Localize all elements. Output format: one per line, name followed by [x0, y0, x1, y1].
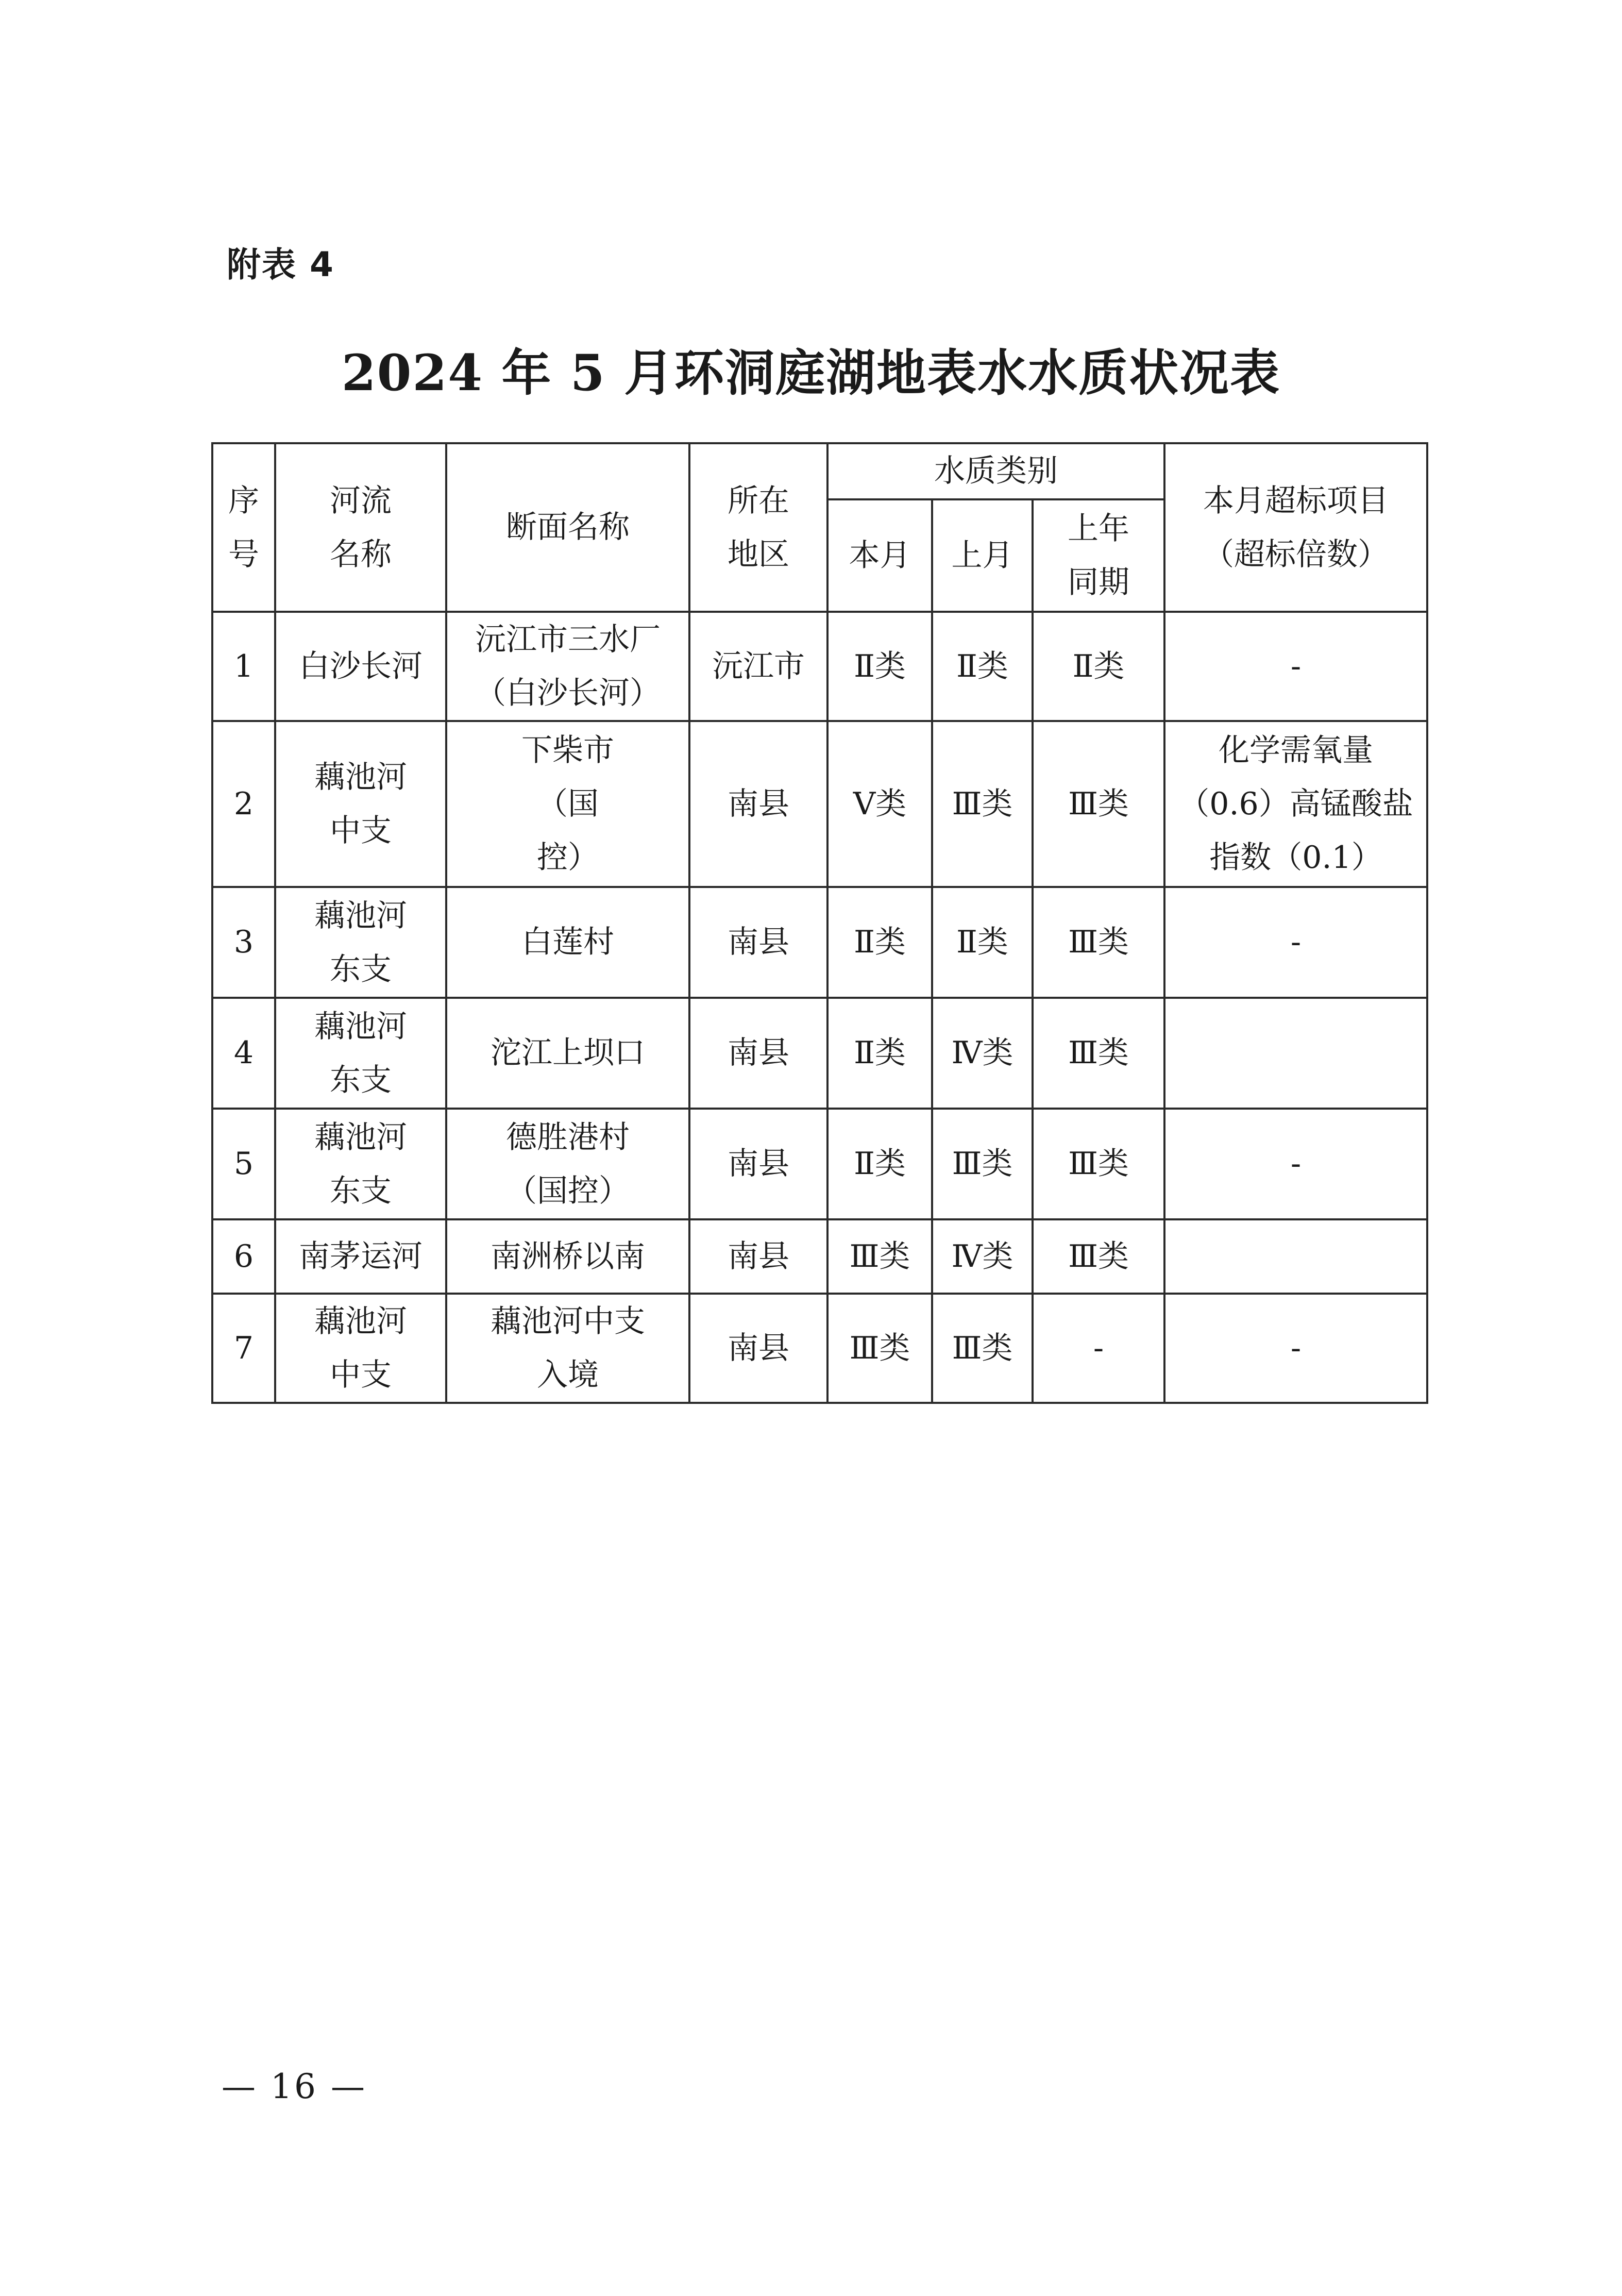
table-row — [212, 612, 1427, 721]
cell-last-year: Ⅲ类 — [1033, 1219, 1164, 1294]
cell-last-year: Ⅲ类 — [1033, 887, 1164, 998]
cell-seq: 5 — [212, 1109, 275, 1219]
cell-this-month: Ⅱ类 — [827, 998, 932, 1109]
cell-river: 藕池河中支 — [275, 1294, 446, 1403]
cell-seq: 3 — [212, 887, 275, 998]
cell-exceed — [1164, 1219, 1427, 1294]
header-exceed: 本月超标项目（超标倍数） — [1164, 443, 1427, 612]
cell-section: 沱江上坝口 — [446, 998, 689, 1109]
cell-river: 藕池河东支 — [275, 1109, 446, 1219]
header-river: 河流名称 — [275, 443, 446, 612]
cell-exceed: - — [1164, 1109, 1427, 1219]
cell-river: 藕池河中支 — [275, 721, 446, 887]
cell-section: 德胜港村（国控） — [446, 1109, 689, 1219]
cell-section: 南洲桥以南 — [446, 1219, 689, 1294]
water-quality-table — [211, 442, 1428, 1404]
cell-seq: 7 — [212, 1294, 275, 1403]
cell-region: 南县 — [689, 721, 827, 887]
cell-region: 南县 — [689, 1294, 827, 1403]
cell-this-month: Ⅲ类 — [827, 1219, 932, 1294]
cell-last-year: Ⅲ类 — [1033, 721, 1164, 887]
cell-last-month: Ⅳ类 — [932, 998, 1033, 1109]
cell-exceed — [1164, 998, 1427, 1109]
cell-exceed: - — [1164, 612, 1427, 721]
cell-river: 南茅运河 — [275, 1219, 446, 1294]
cell-last-year: - — [1033, 1294, 1164, 1403]
cell-seq: 1 — [212, 612, 275, 721]
cell-seq: 6 — [212, 1219, 275, 1294]
table-row — [212, 1294, 1427, 1403]
header-last-year: 上年同期 — [1033, 499, 1164, 612]
cell-region: 南县 — [689, 1219, 827, 1294]
cell-river: 藕池河东支 — [275, 998, 446, 1109]
cell-seq: 2 — [212, 721, 275, 887]
page-number: — 16 — — [222, 2067, 367, 2106]
header-this-month: 本月 — [827, 499, 932, 612]
cell-last-month: Ⅲ类 — [932, 1294, 1033, 1403]
cell-section: 白莲村 — [446, 887, 689, 998]
cell-last-year: Ⅲ类 — [1033, 998, 1164, 1109]
table-row — [212, 1109, 1427, 1219]
cell-last-month: Ⅱ类 — [932, 887, 1033, 998]
cell-last-month: Ⅲ类 — [932, 721, 1033, 887]
cell-seq: 4 — [212, 998, 275, 1109]
cell-exceed: - — [1164, 1294, 1427, 1403]
cell-this-month: Ⅱ类 — [827, 1109, 932, 1219]
cell-this-month: Ⅱ类 — [827, 887, 932, 998]
header-region: 所在地区 — [689, 443, 827, 612]
table-row — [212, 1219, 1427, 1294]
table-row — [212, 998, 1427, 1109]
cell-region: 南县 — [689, 1109, 827, 1219]
cell-last-month: Ⅲ类 — [932, 1109, 1033, 1219]
annex-label: 附表 4 — [227, 245, 334, 284]
cell-river: 白沙长河 — [275, 612, 446, 721]
cell-section: 藕池河中支入境 — [446, 1294, 689, 1403]
cell-region: 沅江市 — [689, 612, 827, 721]
cell-this-month: Ⅲ类 — [827, 1294, 932, 1403]
cell-last-month: Ⅳ类 — [932, 1219, 1033, 1294]
cell-section: 下柴市（国控） — [446, 721, 689, 887]
cell-region: 南县 — [689, 998, 827, 1109]
header-seq: 序号 — [212, 443, 275, 612]
cell-exceed: - — [1164, 887, 1427, 998]
table-row — [212, 721, 1427, 887]
cell-region: 南县 — [689, 887, 827, 998]
cell-this-month: Ⅱ类 — [827, 612, 932, 721]
cell-river: 藕池河东支 — [275, 887, 446, 998]
cell-last-month: Ⅱ类 — [932, 612, 1033, 721]
cell-exceed: 化学需氧量（0.6）高锰酸盐指数（0.1） — [1164, 721, 1427, 887]
header-last-month: 上月 — [932, 499, 1033, 612]
header-section: 断面名称 — [446, 443, 689, 612]
cell-last-year: Ⅲ类 — [1033, 1109, 1164, 1219]
cell-this-month: Ⅴ类 — [827, 721, 932, 887]
header-quality-group: 水质类别 — [827, 443, 1164, 499]
cell-last-year: Ⅱ类 — [1033, 612, 1164, 721]
cell-section: 沅江市三水厂（白沙长河） — [446, 612, 689, 721]
document-title: 2024 年 5 月环洞庭湖地表水水质状况表 — [341, 344, 1281, 402]
table-row — [212, 887, 1427, 998]
